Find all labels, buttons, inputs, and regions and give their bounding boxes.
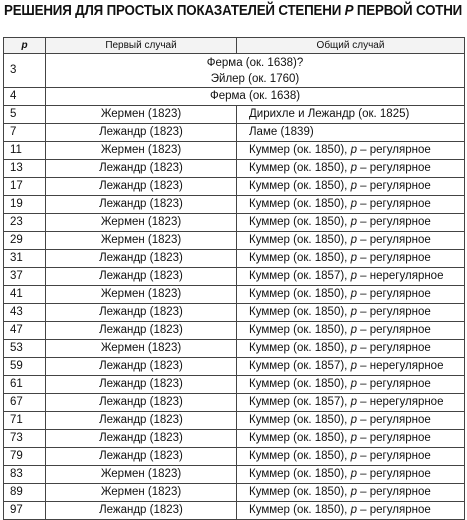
cell-first-case: Жермен (1823)	[46, 340, 237, 358]
cell-general-case	[237, 268, 465, 286]
cell-p: 83	[4, 466, 46, 484]
header-p: p	[4, 38, 46, 54]
table-row	[4, 376, 465, 394]
cell-p: 37	[4, 268, 46, 286]
table-row	[4, 394, 465, 412]
general-text: Куммер (ок. 1850),	[249, 468, 351, 480]
regularity-text: – регулярное	[356, 144, 431, 156]
variable-p: p	[350, 324, 357, 336]
table-row	[4, 106, 465, 124]
regularity-text: – регулярное	[356, 486, 431, 498]
regularity-text: – регулярное	[356, 432, 431, 444]
variable-p: p	[350, 378, 357, 390]
regularity-text: – регулярное	[356, 324, 431, 336]
variable-p: p	[350, 468, 357, 480]
variable-p: p	[350, 144, 357, 156]
variable-p: p	[350, 414, 357, 426]
table-row	[4, 448, 465, 466]
header-first-case: Первый случай	[46, 38, 237, 54]
cell-p: 67	[4, 394, 46, 412]
cell-general-case	[237, 430, 465, 448]
regularity-text: – регулярное	[356, 414, 431, 426]
cell-first-case: Лежандр (1823)	[46, 178, 237, 196]
regularity-text: – регулярное	[356, 504, 431, 516]
cell-p: 79	[4, 448, 46, 466]
table-row	[4, 322, 465, 340]
regularity-text: – регулярное	[356, 342, 431, 354]
variable-p: p	[350, 360, 357, 372]
cell-p: 17	[4, 178, 46, 196]
cell-first-case: Жермен (1823)	[46, 214, 237, 232]
regularity-text: – нерегулярное	[356, 360, 444, 372]
cell-general-case	[237, 196, 465, 214]
cell-p: 47	[4, 322, 46, 340]
cell-p: 13	[4, 160, 46, 178]
cell-first-case: Лежандр (1823)	[46, 250, 237, 268]
cell-p: 71	[4, 412, 46, 430]
cell-general-case	[237, 340, 465, 358]
cell-first-case: Лежандр (1823)	[46, 160, 237, 178]
table-row	[4, 232, 465, 250]
table-row	[4, 304, 465, 322]
regularity-text: – регулярное	[356, 198, 431, 210]
cell-general-case	[237, 304, 465, 322]
cell-p: 7	[4, 124, 46, 142]
general-text: Куммер (ок. 1850),	[249, 288, 351, 300]
cell-first-case: Лежандр (1823)	[46, 394, 237, 412]
regularity-text: – регулярное	[356, 216, 431, 228]
cell-p: 59	[4, 358, 46, 376]
variable-p: p	[350, 432, 357, 444]
table-row	[4, 142, 465, 160]
variable-p: p	[350, 270, 357, 282]
table-row	[4, 466, 465, 484]
general-text: Куммер (ок. 1850),	[249, 432, 351, 444]
variable-p: p	[350, 162, 357, 174]
general-text: Куммер (ок. 1850),	[249, 414, 351, 426]
table-row	[4, 178, 465, 196]
regularity-text: – регулярное	[356, 378, 431, 390]
page-title	[4, 3, 463, 19]
variable-p: p	[350, 216, 357, 228]
cell-p: 73	[4, 430, 46, 448]
variable-p: p	[350, 288, 357, 300]
cell-general-case	[237, 322, 465, 340]
table-row	[4, 124, 465, 142]
cell-general-case	[237, 358, 465, 376]
cell-first-case: Лежандр (1823)	[46, 448, 237, 466]
cell-p: 31	[4, 250, 46, 268]
cell-merged	[46, 88, 465, 106]
regularity-text: – регулярное	[356, 450, 431, 462]
cell-general-case	[237, 142, 465, 160]
regularity-text: – регулярное	[356, 234, 431, 246]
general-text: Куммер (ок. 1850),	[249, 144, 351, 156]
cell-p: 19	[4, 196, 46, 214]
cell-first-case: Лежандр (1823)	[46, 430, 237, 448]
cell-general-case	[237, 124, 465, 142]
cell-first-case: Жермен (1823)	[46, 232, 237, 250]
cell-general-case	[237, 466, 465, 484]
cell-p: 23	[4, 214, 46, 232]
table-row-merged	[4, 88, 465, 106]
general-text: Куммер (ок. 1850),	[249, 162, 351, 174]
general-text: Куммер (ок. 1850),	[249, 378, 351, 390]
title-before: РЕШЕНИЯ ДЛЯ ПРОСТЫХ ПОКАЗАТЕЛЕЙ СТЕПЕНИ	[4, 3, 345, 19]
table-header	[4, 38, 465, 54]
table-row-merged	[4, 54, 465, 88]
cell-general-case	[237, 214, 465, 232]
variable-p: p	[350, 450, 357, 462]
table-row	[4, 484, 465, 502]
merged-line: Эйлер (ок. 1760)	[210, 72, 300, 85]
table-row	[4, 502, 465, 520]
table-row	[4, 214, 465, 232]
cell-first-case: Лежандр (1823)	[46, 376, 237, 394]
general-text: Куммер (ок. 1850),	[249, 324, 351, 336]
cell-general-case	[237, 178, 465, 196]
cell-p: 4	[4, 88, 46, 106]
table-row	[4, 250, 465, 268]
regularity-text: – нерегулярное	[356, 270, 444, 282]
title-after: ПЕРВОЙ СОТНИ	[353, 3, 463, 19]
merged-line: Ферма (ок. 1638)	[209, 90, 301, 102]
table-body	[4, 54, 465, 520]
cell-general-case	[237, 412, 465, 430]
variable-p: p	[350, 180, 357, 192]
cell-first-case: Лежандр (1823)	[46, 412, 237, 430]
cell-p: 3	[4, 54, 46, 88]
general-text: Ламе (1839)	[249, 126, 314, 138]
regularity-text: – регулярное	[356, 252, 431, 264]
table-row	[4, 196, 465, 214]
variable-p: p	[350, 252, 357, 264]
cell-general-case	[237, 160, 465, 178]
cell-general-case	[237, 232, 465, 250]
cell-first-case: Жермен (1823)	[46, 484, 237, 502]
cell-general-case	[237, 286, 465, 304]
cell-p: 29	[4, 232, 46, 250]
cell-first-case: Жермен (1823)	[46, 142, 237, 160]
general-text: Куммер (ок. 1850),	[249, 198, 351, 210]
variable-p: p	[350, 306, 357, 318]
general-text: Дирихле и Лежандр (ок. 1825)	[249, 108, 410, 120]
header-row	[4, 38, 465, 54]
regularity-text: – регулярное	[356, 468, 431, 480]
regularity-text: – регулярное	[356, 306, 431, 318]
variable-p: p	[350, 486, 357, 498]
cell-general-case	[237, 376, 465, 394]
cell-general-case	[237, 250, 465, 268]
table-row	[4, 160, 465, 178]
cell-p: 61	[4, 376, 46, 394]
cell-general-case	[237, 502, 465, 520]
general-text: Куммер (ок. 1850),	[249, 504, 351, 516]
cell-p: 43	[4, 304, 46, 322]
cell-general-case	[237, 448, 465, 466]
variable-p: p	[350, 198, 357, 210]
general-text: Куммер (ок. 1850),	[249, 180, 351, 192]
regularity-text: – регулярное	[356, 288, 431, 300]
general-text: Куммер (ок. 1857),	[249, 360, 351, 372]
general-text: Куммер (ок. 1850),	[249, 252, 351, 264]
cell-first-case: Лежандр (1823)	[46, 124, 237, 142]
cell-first-case: Жермен (1823)	[46, 286, 237, 304]
general-text: Куммер (ок. 1850),	[249, 486, 351, 498]
variable-p: p	[350, 504, 357, 516]
general-text: Куммер (ок. 1857),	[249, 270, 351, 282]
cell-first-case: Лежандр (1823)	[46, 502, 237, 520]
variable-p: p	[350, 396, 357, 408]
cell-p: 41	[4, 286, 46, 304]
cell-p: 89	[4, 484, 46, 502]
table-row	[4, 412, 465, 430]
cell-general-case	[237, 484, 465, 502]
regularity-text: – нерегулярное	[356, 396, 444, 408]
table-row	[4, 286, 465, 304]
cell-merged	[46, 54, 465, 88]
table-row	[4, 430, 465, 448]
general-text: Куммер (ок. 1850),	[249, 342, 351, 354]
cell-first-case: Лежандр (1823)	[46, 196, 237, 214]
cell-p: 97	[4, 502, 46, 520]
variable-p: p	[350, 234, 357, 246]
cell-general-case	[237, 106, 465, 124]
title-variable: P	[344, 3, 354, 19]
cell-p: 5	[4, 106, 46, 124]
cell-p: 53	[4, 340, 46, 358]
general-text: Куммер (ок. 1857),	[249, 396, 351, 408]
variable-p: p	[350, 342, 357, 354]
cell-first-case: Лежандр (1823)	[46, 322, 237, 340]
cell-p: 11	[4, 142, 46, 160]
general-text: Куммер (ок. 1850),	[249, 306, 351, 318]
cell-first-case: Жермен (1823)	[46, 106, 237, 124]
general-text: Куммер (ок. 1850),	[249, 234, 351, 246]
regularity-text: – регулярное	[356, 180, 431, 192]
cell-first-case: Лежандр (1823)	[46, 268, 237, 286]
solutions-table	[3, 37, 465, 520]
table-row	[4, 340, 465, 358]
table-row	[4, 358, 465, 376]
regularity-text: – регулярное	[356, 162, 431, 174]
merged-line: Ферма (ок. 1638)?	[206, 56, 304, 69]
cell-general-case	[237, 394, 465, 412]
cell-first-case: Лежандр (1823)	[46, 358, 237, 376]
header-general-case: Общий случай	[237, 38, 465, 54]
table-row	[4, 268, 465, 286]
cell-first-case: Лежандр (1823)	[46, 304, 237, 322]
general-text: Куммер (ок. 1850),	[249, 216, 351, 228]
cell-first-case: Жермен (1823)	[46, 466, 237, 484]
general-text: Куммер (ок. 1850),	[249, 450, 351, 462]
